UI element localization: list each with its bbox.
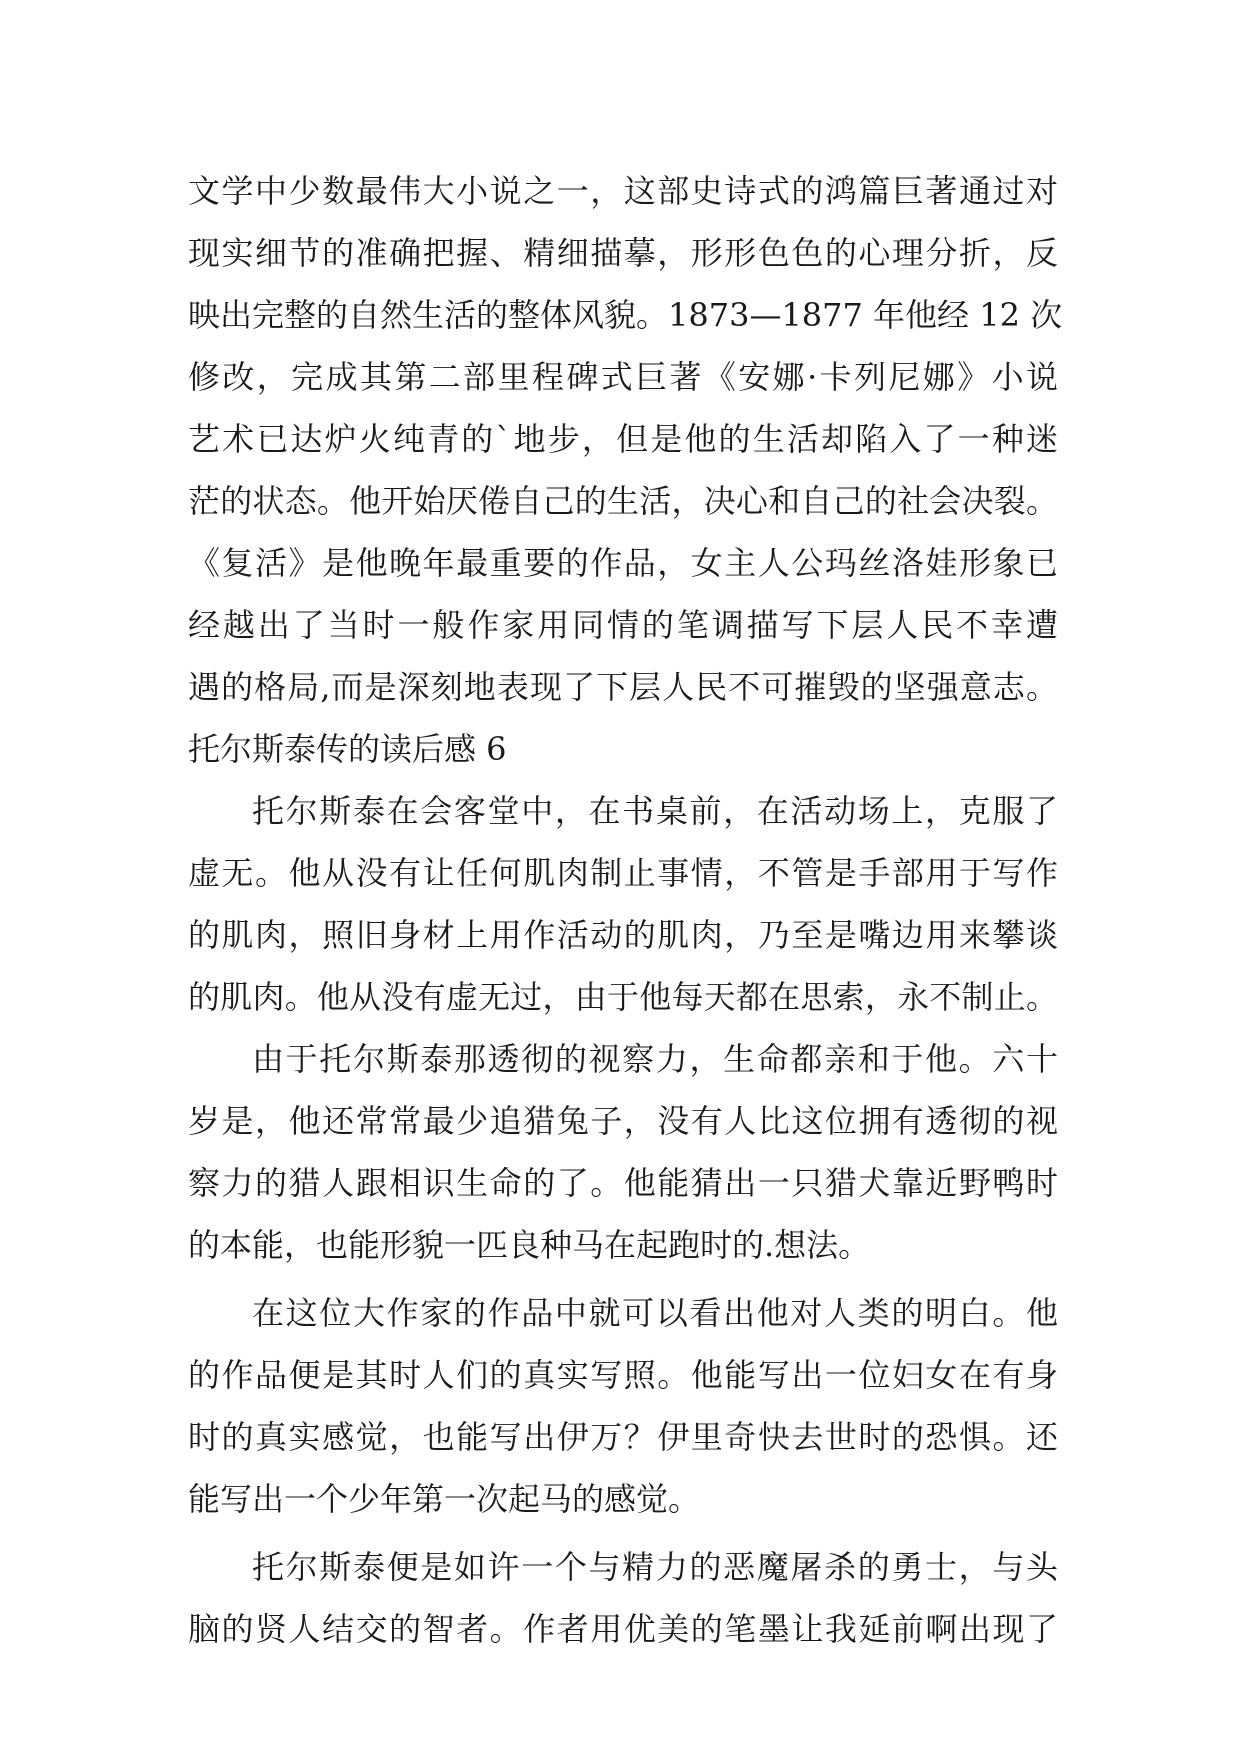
text-line: 文学中少数最伟大小说之一，这部史诗式的鸿篇巨著通过对 bbox=[188, 172, 1058, 210]
paragraph-first-line: 由于托尔斯泰那透彻的视察力，生命都亲和于他。六十 bbox=[252, 1040, 1058, 1078]
paragraph-first-line: 在这位大作家的作品中就可以看出他对人类的明白。他 bbox=[252, 1294, 1058, 1332]
body-text bbox=[188, 160, 1063, 1660]
text-line: 岁是，他还常常最少追猎兔子，没有人比这位拥有透彻的视 bbox=[188, 1102, 1058, 1140]
text-line: 经越出了当时一般作家用同情的笔调描写下层人民不幸遭 bbox=[188, 606, 1058, 644]
text-line: 《复活》是他晚年最重要的作品，女主人公玛丝洛娃形象已 bbox=[188, 544, 1058, 582]
text-line: 遇的格局,而是深刻地表现了下层人民不可摧毁的坚强意志。 bbox=[188, 668, 1058, 706]
text-line: 茫的状态。他开始厌倦自己的生活，决心和自己的社会决裂。 bbox=[188, 482, 1058, 520]
paragraph-last-line: 的本能，也能形貌一匹良种马在起跑时的.想法。 bbox=[188, 1226, 871, 1264]
text-line: 艺术已达炉火纯青的`地步，但是他的生活却陷入了一种迷 bbox=[188, 420, 1058, 458]
text-line: 虚无。他从没有让任何肌肉制止事情，不管是手部用于写作 bbox=[188, 854, 1058, 892]
text-line: 的肌肉，照旧身材上用作活动的肌肉，乃至是嘴边用来攀谈 bbox=[188, 916, 1058, 954]
text-line: 的作品便是其时人们的真实写照。他能写出一位妇女在有身 bbox=[188, 1356, 1058, 1394]
paragraph-first-line: 托尔斯泰在会客堂中，在书桌前，在活动场上，克服了 bbox=[252, 792, 1058, 830]
text-line: 脑的贤人结交的智者。作者用优美的笔墨让我延前啊出现了 bbox=[188, 1610, 1058, 1648]
text-line: 的肌肉。他从没有虚无过，由于他每天都在思索，永不制止。 bbox=[188, 978, 1058, 1016]
paragraph-last-line: 能写出一个少年第一次起马的感觉。 bbox=[188, 1480, 701, 1518]
text-line: 映出完整的自然生活的整体风貌。1873—1877 年他经 12 次 bbox=[188, 296, 1063, 334]
text-line: 时的真实感觉，也能写出伊万？伊里奇快去世时的恐惧。还 bbox=[188, 1418, 1058, 1456]
text-line: 现实细节的准确把握、精细描摹，形形色色的心理分折，反 bbox=[188, 234, 1058, 272]
section-heading: 托尔斯泰传的读后感 6 bbox=[188, 730, 507, 768]
text-line: 修改，完成其第二部里程碑式巨著《安娜·卡列尼娜》小说 bbox=[188, 358, 1058, 396]
paragraph-first-line: 托尔斯泰便是如许一个与精力的恶魔屠杀的勇士，与头 bbox=[252, 1548, 1058, 1586]
text-line: 察力的猎人跟相识生命的了。他能猜出一只猎犬靠近野鸭时 bbox=[188, 1164, 1058, 1202]
